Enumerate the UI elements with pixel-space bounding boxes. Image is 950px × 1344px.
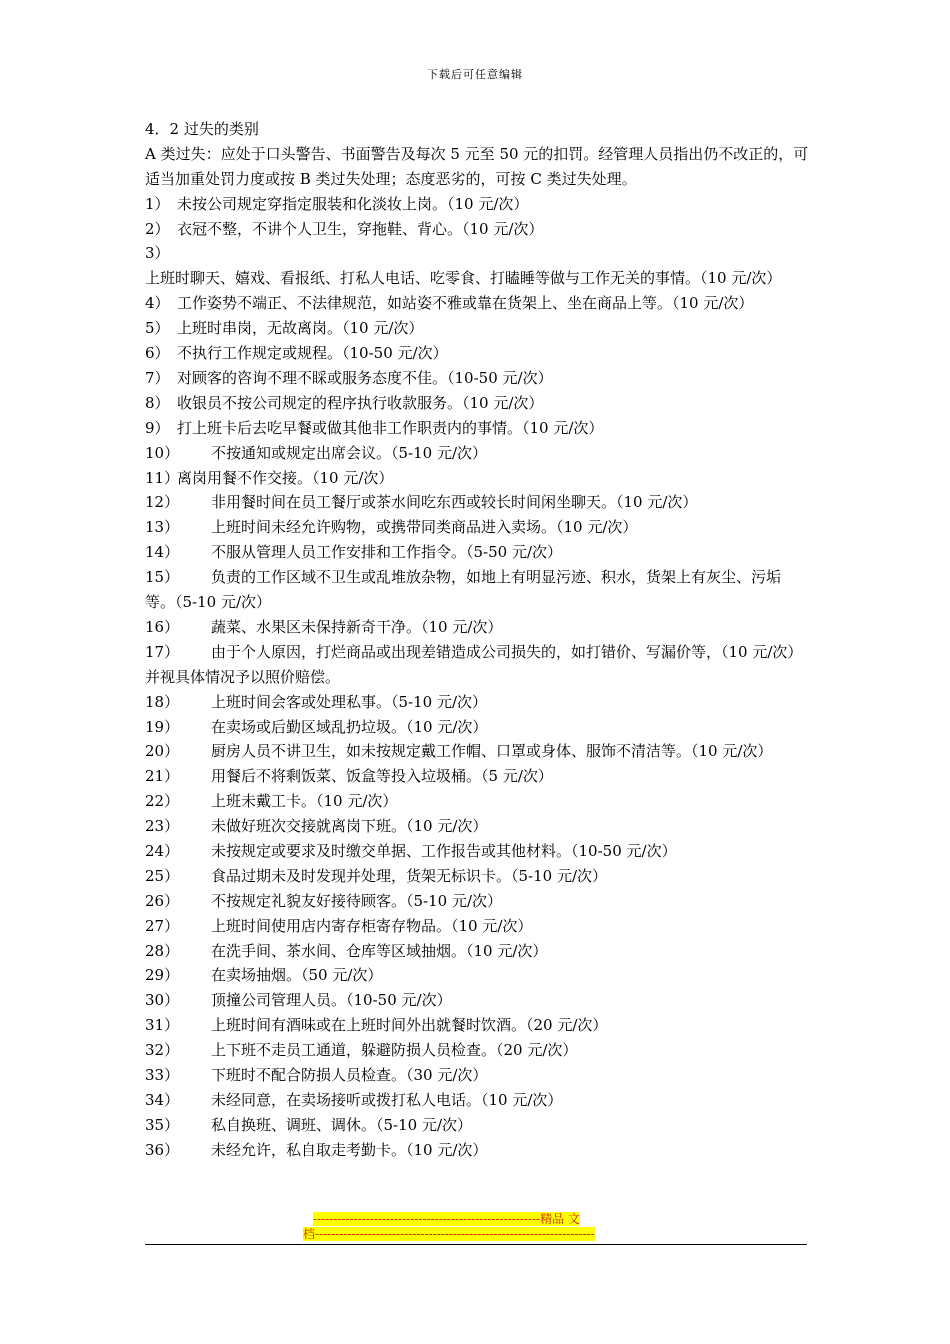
list-item [145,715,810,740]
list-item [145,814,810,839]
list-item [145,515,810,540]
list-item [145,291,810,316]
item-text: 收银员不按公司规定的程序执行收款服务。（10 元/次） [177,393,544,412]
item-text: 在卖场或后勤区域乱扔垃圾。（10 元/次） [211,717,488,736]
item-number: 26） [145,891,180,910]
item-text: 不服从管理人员工作安排和工作指令。（5-50 元/次） [211,543,563,562]
list-item [145,864,810,889]
item-text: 未经同意，在卖场接听或拨打私人电话。（10 元/次） [211,1090,563,1109]
section-title: 4．2 过失的类别 [145,120,259,138]
footer-rule [145,1244,807,1245]
footer-watermark [303,1212,649,1242]
list-item [145,615,810,640]
intro-paragraph: A 类过失：应处于口头警告、书面警告及每次 5 元至 50 元的扣罚。经管理人员指出仍不改正的，可适当加重处罚力度或按 B 类过失处理；态度恶劣的，可按 C 类过失处理。 [145,144,809,188]
list-item [145,441,810,466]
list-item [145,466,810,491]
item-number: 28） [145,941,180,960]
list-item [145,1138,810,1163]
item-text: 由于个人原因，打烂商品或出现差错造成公司损失的，如打错价、写漏价等，（10 元/次）并视具体情况予以照价赔偿。 [145,642,803,686]
item-text: 未做好班次交接就离岗下班。（10 元/次） [211,817,488,836]
item-text: 上班时间未经允许购物，或携带同类商品进入卖场。（10 元/次） [211,518,638,537]
item-text: 在卖场抽烟。（50 元/次） [211,966,383,985]
list-item [145,789,810,814]
item-text: 衣冠不整，不讲个人卫生，穿拖鞋、背心。（10 元/次） [177,219,544,238]
item-number: 2） [145,219,170,238]
item-number: 22） [145,792,180,811]
item-number: 34） [145,1090,180,1109]
item-number: 14） [145,543,180,562]
item-text: 厨房人员不讲卫生，如未按规定戴工作帽、口罩或身体、服饰不清洁等。（10 元/次） [211,742,773,761]
item-text: 打上班卡后去吃早餐或做其他非工作职责内的事情。（10 元/次） [177,418,604,437]
item-text: 私自换班、调班、调休。（5-10 元/次） [211,1115,473,1134]
list-item [145,241,810,291]
item-text: 不按规定礼貌友好接待顾客。（5-10 元/次） [211,891,503,910]
list-item [145,1063,810,1088]
list-item [145,839,810,864]
item-number: 36） [145,1140,180,1159]
list-item [145,988,810,1013]
item-number: 1） [145,194,170,213]
item-number: 17） [145,642,180,661]
item-number: 24） [145,841,180,860]
item-text: 上班时聊天、嬉戏、看报纸、打私人电话、吃零食、打瞌睡等做与工作无关的事情。（10 元/次） [145,269,782,288]
item-text: 工作姿势不端正、不法律规范，如站姿不雅或靠在货架上、坐在商品上等。（10 元/次） [177,294,754,313]
list-item [145,341,810,366]
item-text: 用餐后不将剩饭菜、饭盒等投入垃圾桶。（5 元/次） [211,767,553,786]
item-text: 上班时间有酒味或在上班时间外出就餐时饮酒。（20 元/次） [211,1016,608,1035]
list-item [145,391,810,416]
item-number: 9） [145,418,170,437]
footer-line-1: --------------------------------------------------------精品 文 [313,1212,580,1226]
item-number: 33） [145,1066,180,1084]
list-item [145,565,810,615]
item-text: 上下班不走员工通道，躲避防损人员检查。（20 元/次） [211,1041,578,1060]
item-text: 下班时不配合防损人员检查。（30 元/次） [211,1066,488,1084]
item-number: 8） [145,393,170,412]
item-number: 6） [145,344,170,363]
item-number: 30） [145,991,180,1010]
list-item [145,914,810,939]
item-text: 上班时间会客或处理私事。（5-10 元/次） [211,692,488,711]
item-number: 7） [145,368,170,387]
list-item [145,764,810,789]
item-number: 35） [145,1115,180,1134]
document-body [145,117,810,1163]
list-item [145,1088,810,1113]
list-item [145,1113,810,1138]
item-number: 4） [145,294,170,313]
list-item [145,690,810,715]
item-text: 上班未戴工卡。（10 元/次） [211,792,398,811]
item-text: 不执行工作规定或规程。（10-50 元/次） [177,344,448,363]
item-number: 20） [145,742,180,761]
list-item [145,640,810,690]
footer-line-2: 档--------------------------------------------------------------------- [303,1227,595,1241]
list-item [145,366,810,391]
item-number: 10） [145,443,180,462]
list-item [145,1038,810,1063]
list-item [145,540,810,565]
item-text: 在洗手间、茶水间、仓库等区域抽烟。（10 元/次） [211,941,548,960]
item-text: 蔬菜、水果区未保持新奇干净。（10 元/次） [211,617,503,636]
item-number: 27） [145,916,180,935]
item-text: 离岗用餐不作交接。（10 元/次） [177,468,394,487]
list-item [145,739,810,764]
item-text: 对顾客的咨询不理不睬或服务态度不佳。（10-50 元/次） [177,368,553,387]
page-header: 下载后可任意编辑 [427,68,523,81]
item-number: 12） [145,493,180,512]
offense-list [145,192,810,1163]
item-number: 21） [145,767,180,786]
item-text: 未按规定或要求及时缴交单据、工作报告或其他材料。（10-50 元/次） [211,841,677,860]
item-text: 顶撞公司管理人员。（10-50 元/次） [211,991,452,1010]
list-item [145,217,810,242]
item-text: 非用餐时间在员工餐厅或茶水间吃东西或较长时间闲坐聊天。（10 元/次） [211,493,698,512]
item-number: 18） [145,692,180,711]
list-item [145,192,810,217]
item-text: 负责的工作区域不卫生或乱堆放杂物，如地上有明显污迹、积水，货架上有灰尘、污垢等。（5-10 元/次） [145,568,782,612]
item-number: 3） [145,244,170,263]
list-item [145,939,810,964]
item-text: 上班时间使用店内寄存柜寄存物品。（10 元/次） [211,916,533,935]
item-number: 5） [145,319,170,338]
item-text: 未按公司规定穿指定服装和化淡妆上岗。（10 元/次） [177,194,529,213]
list-item [145,490,810,515]
list-item [145,963,810,988]
item-number: 11） [145,468,180,487]
item-number: 25） [145,866,180,885]
item-number: 13） [145,518,180,537]
item-text: 食品过期未及时发现并处理，货架无标识卡。（5-10 元/次） [211,866,608,885]
item-number: 31） [145,1016,180,1035]
item-text: 上班时串岗，无故离岗。（10 元/次） [177,319,424,338]
list-item [145,316,810,341]
item-text: 不按通知或规定出席会议。（5-10 元/次） [211,443,488,462]
item-number: 19） [145,717,180,736]
item-number: 23） [145,817,180,836]
list-item [145,889,810,914]
item-number: 32） [145,1041,180,1060]
list-item [145,416,810,441]
item-number: 29） [145,966,180,985]
item-number: 16） [145,617,180,636]
item-number: 15） [145,568,180,587]
list-item [145,1013,810,1038]
item-text: 未经允许，私自取走考勤卡。（10 元/次） [211,1140,488,1159]
